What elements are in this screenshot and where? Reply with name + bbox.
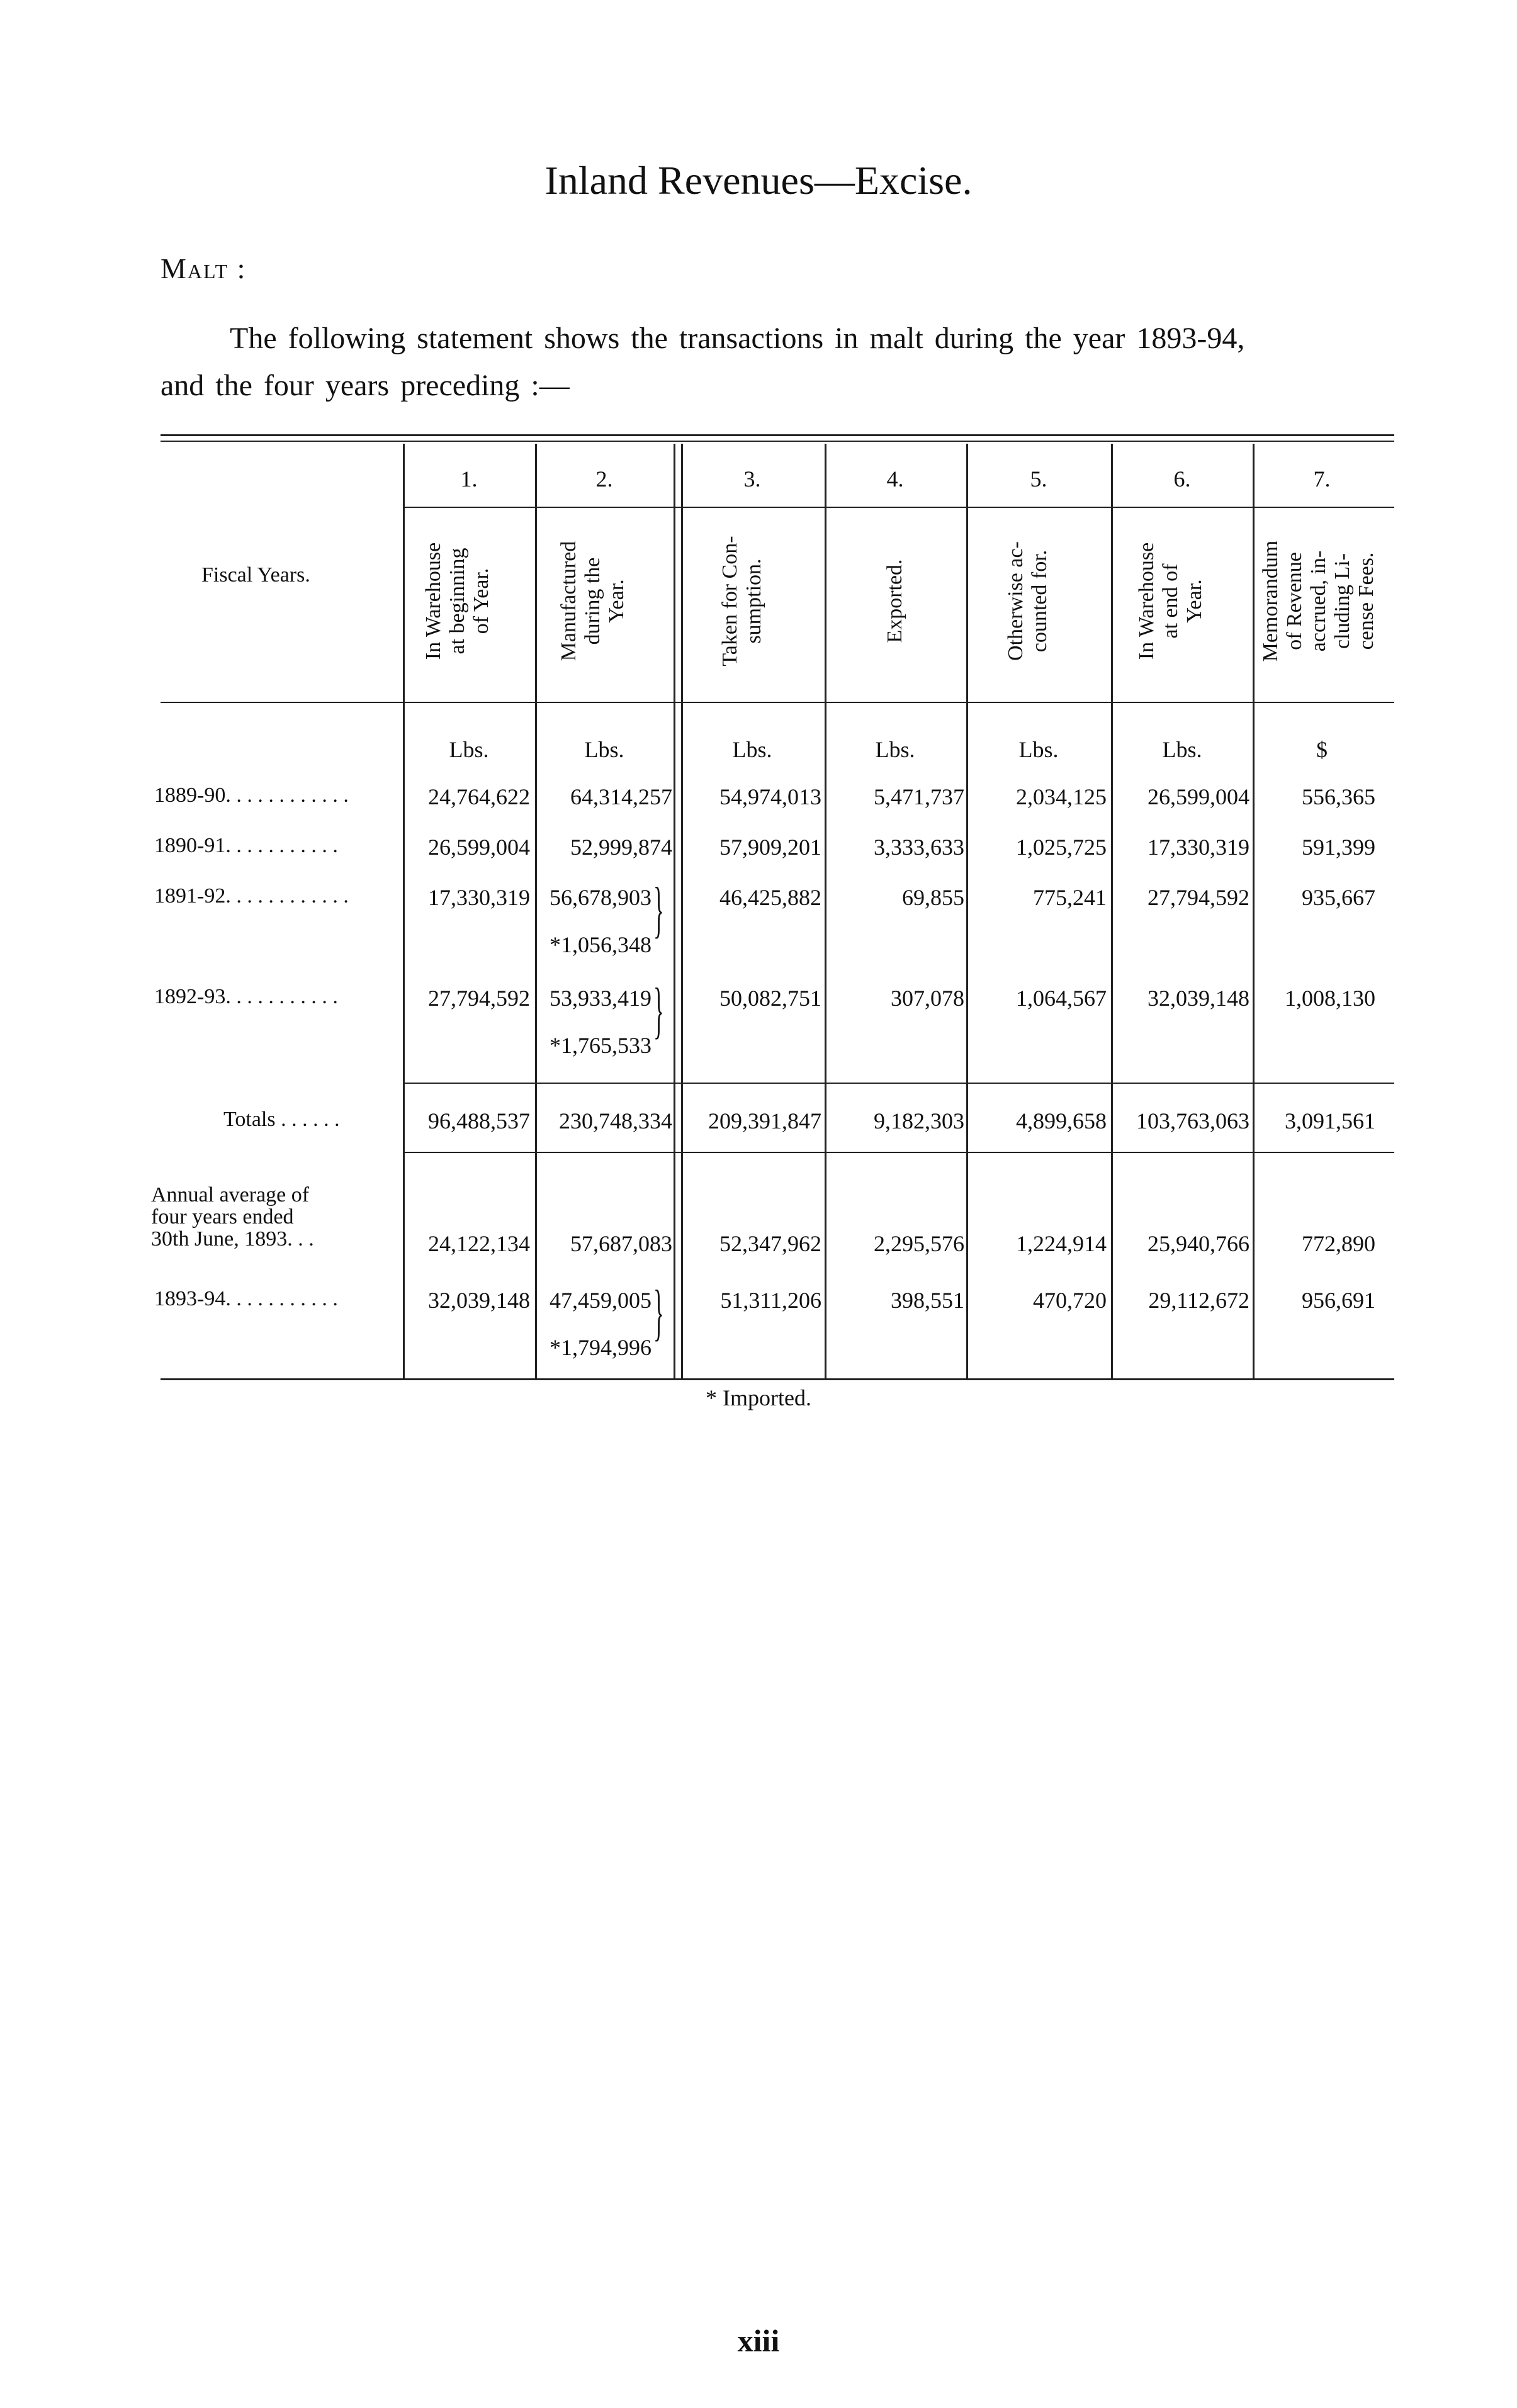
row-label: Totals . . . . . . — [223, 1108, 340, 1131]
table-cell: 772,890 — [1302, 1231, 1375, 1256]
table-cell: 2,295,576 — [874, 1231, 964, 1256]
table-cell: 27,794,592 — [428, 986, 530, 1011]
table-cell: 3,091,561 — [1285, 1108, 1375, 1134]
table-cell: 956,691 — [1302, 1288, 1375, 1313]
column-divider — [681, 444, 683, 1378]
table-cell: 5,471,737 — [874, 784, 964, 809]
imported-value: *1,794,996 — [550, 1335, 651, 1360]
table-cell: 52,999,874 — [570, 835, 672, 860]
column-header: Otherwise ac- counted for. — [1004, 541, 1051, 661]
table-cell: 24,122,134 — [428, 1231, 530, 1256]
table-cell: 209,391,847 — [708, 1108, 821, 1134]
column-number: 6. — [1173, 466, 1191, 492]
unit-label: $ — [1316, 737, 1328, 762]
column-header: Manufactured during the Year. — [557, 541, 628, 661]
column-number: 1. — [460, 466, 478, 492]
column-divider — [674, 444, 675, 1378]
column-divider — [535, 444, 537, 1378]
table-top-rule — [161, 434, 1394, 436]
table-cell: 1,224,914 — [1016, 1231, 1107, 1256]
table-cell: 230,748,334 — [559, 1108, 672, 1134]
column-number: 2. — [595, 466, 613, 492]
footnote: * Imported. — [706, 1385, 811, 1410]
column-header: In Warehouse at end of Year. — [1135, 542, 1206, 660]
unit-label: Lbs. — [584, 737, 624, 762]
table-cell: 307,078 — [891, 986, 964, 1011]
table-cell: 32,039,148 — [428, 1288, 530, 1313]
imported-value: *1,056,348 — [550, 932, 651, 957]
table-cell: 935,667 — [1302, 885, 1375, 910]
table-bottom-rule — [161, 1378, 1394, 1380]
table-cell: 64,314,257 — [570, 784, 672, 809]
page-number: xiii — [737, 2323, 780, 2358]
table-cell: 1,008,130 — [1285, 986, 1375, 1011]
row-label: Annual average of — [151, 1183, 310, 1207]
table-cell: 29,112,672 — [1148, 1288, 1249, 1313]
table-cell: 398,551 — [891, 1288, 964, 1313]
table-top-rule-inner — [161, 441, 1394, 442]
unit-label: Lbs. — [732, 737, 772, 762]
column-number: 4. — [886, 466, 904, 492]
table-cell: 3,333,633 — [874, 835, 964, 860]
table-cell: 591,399 — [1302, 835, 1375, 860]
intro-text-line-1: The following statement shows the transactions in malt during the year 1893-94, — [230, 322, 1245, 355]
row-label: 30th June, 1893. . . — [151, 1227, 314, 1251]
table-cell: 69,855 — [902, 885, 964, 910]
table-cell: 57,909,201 — [719, 835, 821, 860]
table-cell: 50,082,751 — [719, 986, 821, 1011]
table-cell: 4,899,658 — [1016, 1108, 1107, 1134]
column-divider — [1253, 444, 1255, 1378]
table-cell: 1,025,725 — [1016, 835, 1107, 860]
totals-top-rule — [403, 1083, 1394, 1084]
column-number: 5. — [1030, 466, 1047, 492]
table-cell: 27,794,592 — [1148, 885, 1249, 910]
brace-glyph: } — [653, 1277, 664, 1347]
table-cell: 25,940,766 — [1148, 1231, 1249, 1256]
table-cell: 470,720 — [1033, 1288, 1107, 1313]
brace-glyph: } — [653, 874, 664, 944]
row-label: 1891-92. . . . . . . . . . . . — [154, 884, 349, 908]
totals-bottom-rule — [403, 1152, 1394, 1153]
fiscal-years-header: Fiscal Years. — [201, 563, 310, 587]
table-cell: 52,347,962 — [719, 1231, 821, 1256]
column-divider — [403, 444, 405, 1378]
table-cell: 54,974,013 — [719, 784, 821, 809]
row-label: four years ended — [151, 1205, 294, 1229]
column-number: 7. — [1313, 466, 1331, 492]
table-cell: 51,311,206 — [720, 1288, 821, 1313]
brace-glyph: } — [653, 975, 664, 1045]
row-label: 1889-90. . . . . . . . . . . . — [154, 784, 349, 807]
column-divider — [966, 444, 968, 1378]
column-divider — [1111, 444, 1113, 1378]
unit-label: Lbs. — [449, 737, 489, 762]
row-label: 1892-93. . . . . . . . . . . — [154, 985, 338, 1008]
unit-label: Lbs. — [1018, 737, 1059, 762]
table-cell: 17,330,319 — [1148, 835, 1249, 860]
table-cell: 32,039,148 — [1148, 986, 1249, 1011]
row-label: 1893-94. . . . . . . . . . . — [154, 1287, 338, 1310]
table-cell: 57,687,083 — [570, 1231, 672, 1256]
table-cell: 24,764,622 — [428, 784, 530, 809]
table-cell: 556,365 — [1302, 784, 1375, 809]
header-bottom-rule — [161, 702, 1394, 703]
table-cell: 47,459,005 — [550, 1288, 651, 1313]
column-number: 3. — [743, 466, 761, 492]
table-cell: 26,599,004 — [428, 835, 530, 860]
column-header: In Warehouse at beginning of Year. — [422, 542, 493, 660]
table-cell: 56,678,903 — [550, 885, 651, 910]
row-label: 1890-91. . . . . . . . . . . — [154, 834, 338, 857]
section-heading: Malt : — [161, 252, 247, 284]
intro-text-line-2: and the four years preceding :— — [161, 369, 570, 402]
table-cell: 9,182,303 — [874, 1108, 964, 1134]
unit-label: Lbs. — [1162, 737, 1202, 762]
table-cell: 53,933,419 — [550, 986, 651, 1011]
table-cell: 775,241 — [1033, 885, 1107, 910]
table-cell: 96,488,537 — [428, 1108, 530, 1134]
table-cell: 103,763,063 — [1136, 1108, 1249, 1134]
column-header: Memorandum of Revenue accrued, in- cluding Li- cense Fees. — [1259, 540, 1378, 662]
table-cell: 1,064,567 — [1016, 986, 1107, 1011]
page-title: Inland Revenues—Excise. — [544, 158, 973, 203]
column-header: Exported. — [883, 559, 906, 643]
table-cell: 17,330,319 — [428, 885, 530, 910]
column-header: Taken for Con- sumption. — [718, 536, 765, 667]
column-divider — [825, 444, 826, 1378]
imported-value: *1,765,533 — [550, 1033, 651, 1058]
table-cell: 2,034,125 — [1016, 784, 1107, 809]
number-row-rule — [403, 507, 1394, 508]
table-cell: 46,425,882 — [719, 885, 821, 910]
unit-label: Lbs. — [875, 737, 915, 762]
table-cell: 26,599,004 — [1148, 784, 1249, 809]
